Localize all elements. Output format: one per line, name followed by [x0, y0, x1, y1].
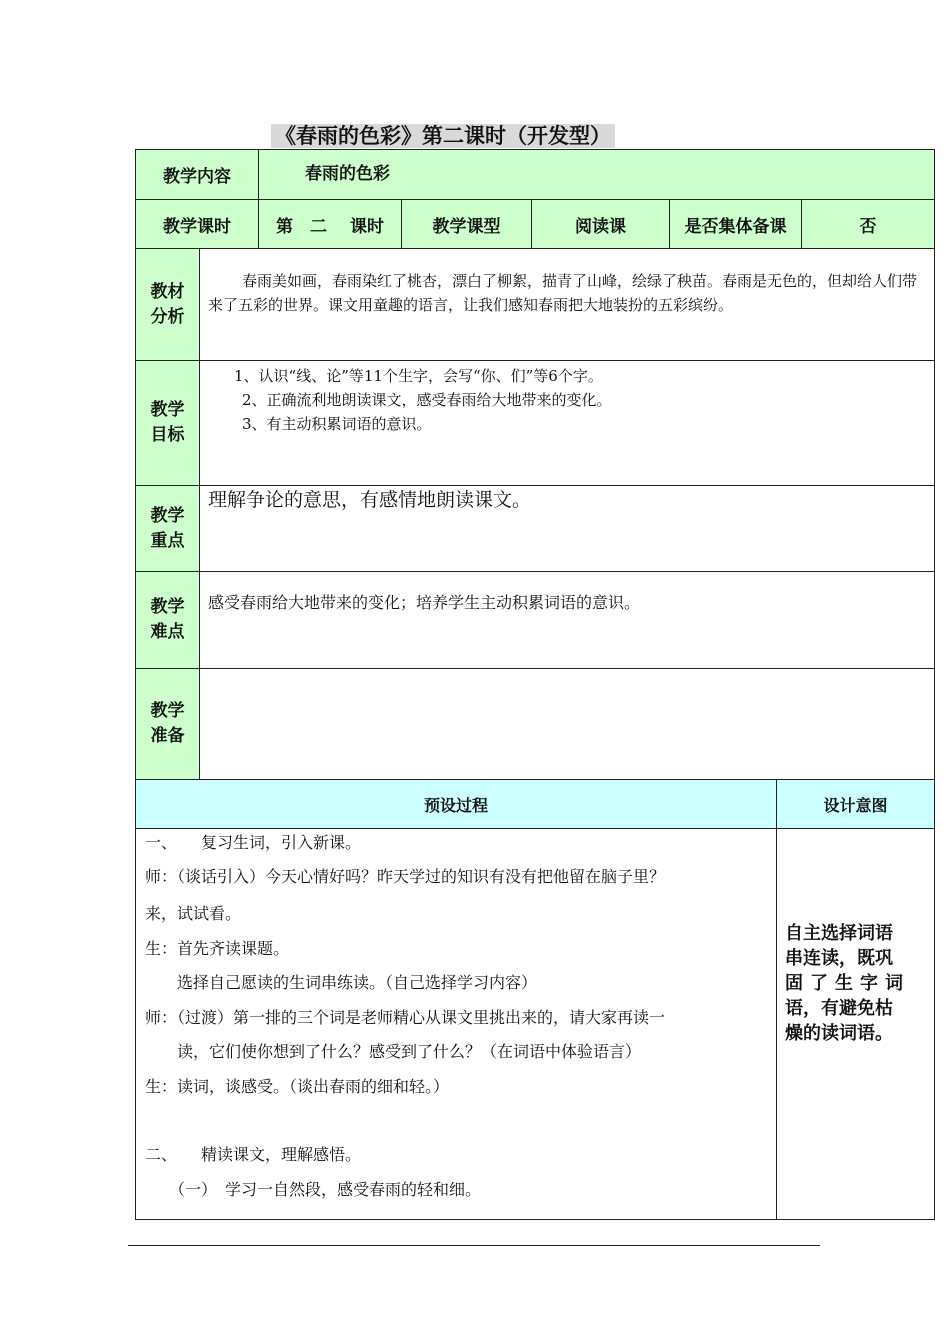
- process-line: 一、 复习生词，引入新课。: [145, 833, 362, 852]
- content-value: 春雨的色彩: [258, 149, 935, 200]
- intent-body: [776, 828, 935, 1220]
- difficulty-label: 教学 难点: [135, 571, 200, 669]
- period-value: 第 二 课时: [258, 199, 402, 249]
- intent-header: 设计意图: [776, 779, 935, 829]
- key-text: 理解争论的意思，有感情地朗读课文。: [199, 485, 935, 572]
- process-line: 师：（谈话引入）今天心情好吗？昨天学过的知识有没有把他留在脑子里？: [145, 867, 666, 886]
- process-line: 师：（过渡）第一排的三个词是老师精心从课文里挑出来的，请大家再读一: [145, 1007, 666, 1027]
- collective-value: 否: [801, 199, 935, 249]
- period-label: 教学课时: [135, 199, 259, 249]
- process-line: 选择自己愿读的生词串练读。（自己选择学习内容）: [145, 973, 538, 992]
- analysis-label: 教材 分析: [135, 248, 200, 361]
- process-line: （一） 学习一自然段，感受春雨的轻和细。: [145, 1179, 482, 1199]
- footer-divider: [128, 1245, 820, 1246]
- process-line: 读，它们使你想到了什么？感受到了什么？（在词语中体验语言）: [145, 1042, 642, 1061]
- goal-item: 3、有主动积累词语的意识。: [242, 415, 432, 433]
- analysis-text: 春雨美如画，春雨染红了桃杏，漂白了柳絮，描青了山峰，绘绿了秧苗。春雨是无色的，但却给人们带来了五彩的世界。课文用童趣的语言，让我们感知春雨把大地装扮的五彩缤纷。: [199, 248, 935, 361]
- goals-list: [199, 360, 935, 486]
- goal-item: 1、认识“线、论”等11个生字，会写“你、们”等6个字。: [234, 367, 603, 385]
- process-line: 生：读词，谈感受。（谈出春雨的细和轻。）: [145, 1076, 450, 1096]
- process-line: 二、 精读课文，理解感悟。: [145, 1145, 362, 1164]
- prep-text: [199, 668, 935, 780]
- goals-label: 教学 目标: [135, 360, 200, 486]
- content-label: 教学内容: [135, 149, 259, 200]
- lesson-type-label: 教学课型: [401, 199, 532, 249]
- intent-text: 自主选择词语 串连读，既巩 固了生字词 语，有避免枯 燥的读词语。: [785, 923, 910, 1044]
- process-header: 预设过程: [135, 779, 777, 829]
- process-body: [135, 828, 777, 1220]
- prep-label: 教学 准备: [135, 668, 200, 780]
- lesson-type-value: 阅读课: [531, 199, 670, 249]
- process-line: 来，试试看。: [145, 904, 242, 923]
- process-line: 生：首先齐读课题。: [145, 938, 290, 958]
- document-title: 《春雨的色彩》第二课时（开发型）: [271, 124, 615, 148]
- collective-label: 是否集体备课: [669, 199, 802, 249]
- process-line: [145, 1104, 776, 1138]
- key-label: 教学 重点: [135, 485, 200, 572]
- goal-item: 2、正确流利地朗读课文，感受春雨给大地带来的变化。: [242, 391, 612, 409]
- difficulty-text: 感受春雨给大地带来的变化；培养学生主动积累词语的意识。: [199, 571, 935, 669]
